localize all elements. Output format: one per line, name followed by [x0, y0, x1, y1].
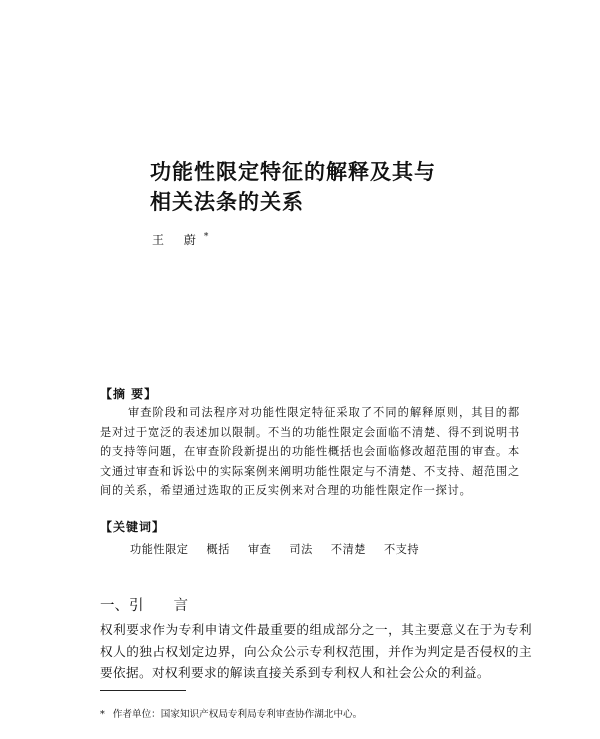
keyword-item: 不清楚: [330, 543, 366, 556]
keyword-item: 司法: [289, 543, 313, 556]
section-number: 一、: [100, 598, 129, 614]
footnote-text: 作者单位：国家知识产权局专利局专利审查协作湖北中心。: [112, 709, 363, 720]
keyword-item: 审查: [247, 543, 272, 556]
title-line-1: 功能性限定特征的解释及其与: [150, 160, 436, 184]
section-heading-introduction: [100, 594, 188, 615]
author-footnote-marker: *: [203, 232, 209, 242]
keyword-item: 不支持: [384, 543, 420, 556]
author: [152, 231, 208, 248]
section-title-part-1: 引: [129, 598, 144, 614]
title-line-2: 相关法条的关系: [150, 190, 304, 214]
abstract-text: 审查阶段和司法程序对功能性限定特征采取了不同的解释原则，其目的都是对过于宽泛的表述加以限制。不当的功能性限定会面临不清楚、得不到说明书的支持等问题，在审查阶段新提出的功能性概括也会面临修改超范围的审查。本文通过审查和诉讼中的实际案例来阐明功能性限定与不清楚、不支持、超范围之间的关系，希望通过选取的正反实例来对合理的功能性限定作一探讨。: [100, 406, 520, 497]
footnote-divider: [100, 690, 186, 691]
section-title-part-2: 言: [173, 598, 188, 614]
footnote-marker: *: [100, 709, 105, 720]
author-name: 王 蔚: [152, 233, 204, 247]
keyword-item: 概括: [206, 543, 230, 556]
keyword-item: 功能性限定: [130, 543, 189, 556]
article-title: [150, 157, 550, 217]
keywords-list: [130, 541, 433, 557]
keywords-label: 【关键词】: [100, 520, 166, 534]
abstract-label: 【摘 要】: [100, 387, 158, 401]
footnote: [100, 706, 362, 720]
introduction-paragraph: 权利要求作为专利申请文件最重要的组成部分之一，其主要意义在于为专利权人的独占权划定边界，向公众公示专利权范围，并作为判定是否侵权的主要依据。对权利要求的解读直接关系到专利权人和社会公众的利益。: [100, 622, 532, 680]
